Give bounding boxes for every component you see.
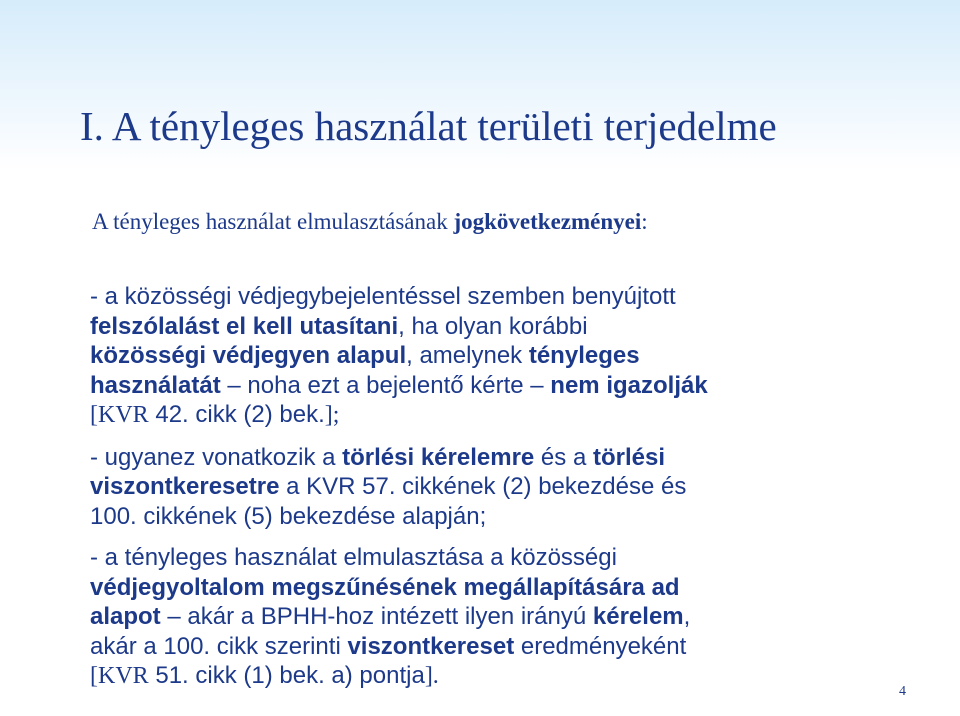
p3-line-5: [KVR 51. cikk (1) bek. a) pontja]. xyxy=(90,662,439,689)
p3-line-3: alapot – akár a BPHH-hoz intézett ilyen irányú kérelem, xyxy=(90,603,691,630)
page-number: 4 xyxy=(899,684,906,699)
paragraph-opposition xyxy=(90,282,890,431)
slide-title: I. A tényleges használat területi terjedelme xyxy=(80,103,777,149)
subtitle-colon: : xyxy=(641,209,648,234)
subtitle-emphasis: jogkövetkezményei xyxy=(453,209,642,234)
p3-line-4: akár a 100. cikk szerinti viszontkereset eredményeként xyxy=(90,632,687,660)
subtitle-text: A tényleges használat elmulasztásának xyxy=(92,209,454,234)
p1-line-1: - a közösségi védjegybejelentéssel szemben benyújtott xyxy=(90,283,676,310)
p1-line-3: közösségi védjegyen alapul, amelynek tényleges xyxy=(90,342,640,369)
p2-line-3: 100. cikkének (5) bekezdése alapján; xyxy=(90,502,487,530)
p3-line-1: - a tényleges használat elmulasztása a közösségi xyxy=(90,544,617,571)
slide-subtitle xyxy=(92,209,648,235)
p2-line-2: viszontkeresetre a KVR 57. cikkének (2) bekezdése és xyxy=(90,473,687,500)
p1-line-2: felszólalást el kell utasítani, ha olyan korábbi xyxy=(90,312,588,340)
slide-body xyxy=(90,282,890,692)
p1-line-5: [KVR 42. cikk (2) bek.]; xyxy=(90,401,340,428)
p2-line-1: - ugyanez vonatkozik a törlési kérelemre és a törlési xyxy=(90,443,665,471)
paragraph-expiry xyxy=(90,543,890,692)
p3-line-2: védjegyoltalom megszűnésének megállapítására ad xyxy=(90,573,680,601)
p1-line-4: használatát – noha ezt a bejelentő kérte – nem igazolják xyxy=(90,371,708,399)
paragraph-revocation xyxy=(90,443,890,532)
